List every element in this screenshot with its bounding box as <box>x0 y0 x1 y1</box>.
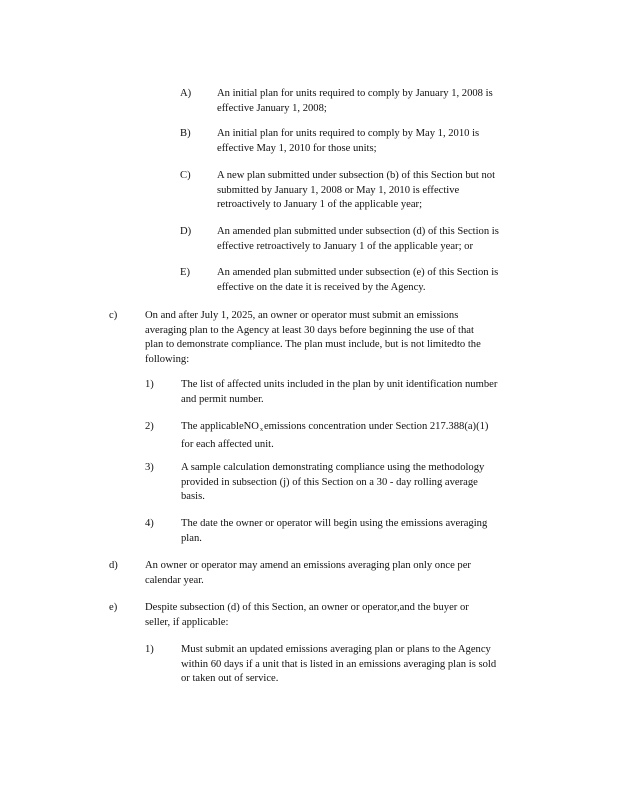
item-text <box>181 420 521 452</box>
item-label: 2) <box>145 421 154 432</box>
item-label: 1) <box>145 379 154 390</box>
item-label: 4) <box>145 518 154 529</box>
subsection-text: On and after July 1, 2025, an owner or operator must submit an emissions averaging plan to the Agency at least 30 days before beginning the use of that plan to demonstrate compliance. The plan must include, but is not limitedto the following: <box>145 310 481 365</box>
item-label: E) <box>180 267 190 278</box>
item-text: A sample calculation demonstrating compliance using the methodology provided in subsection (j) of this Section on a 30 - day rolling average basis. <box>181 462 485 502</box>
item-text-post: emissions concentration under Section 217.388(a)(1) for each affected unit. <box>181 421 489 450</box>
item-text: Must submit an updated emissions averaging plan or plans to the Agency within 60 days if a unit that is listed in an emissions averaging plan is sold or taken out of service. <box>181 644 497 684</box>
item-label: 1) <box>145 644 154 655</box>
item-label: B) <box>180 128 191 139</box>
subsection-label: e) <box>109 602 118 613</box>
item-label: A) <box>180 88 192 99</box>
item-label: C) <box>180 170 191 181</box>
nox-subscript: x <box>259 427 263 433</box>
item-text: An amended plan submitted under subsection (e) of this Section is effective on the date it is received by the Agency. <box>217 267 499 293</box>
subsection-label: c) <box>109 310 118 321</box>
item-text: The date the owner or operator will begin using the emissions averaging plan. <box>181 518 488 544</box>
item-text: An initial plan for units required to comply by May 1, 2010 is effective May 1, 2010 for those units; <box>217 128 480 154</box>
item-text: A new plan submitted under subsection (b) of this Section but not submitted by January 1, 2008 or May 1, 2010 is effective retroactively to January 1 of the applicable year; <box>217 170 496 210</box>
item-label: 3) <box>145 462 154 473</box>
item-text: An initial plan for units required to comply by January 1, 2008 is effective January 1, 2008; <box>217 88 493 114</box>
item-text: The list of affected units included in the plan by unit identification number and permit number. <box>181 379 498 405</box>
item-label: D) <box>180 226 192 237</box>
subsection-label: d) <box>109 560 118 571</box>
subsection-text: An owner or operator may amend an emissions averaging plan only once per calendar year. <box>145 560 471 586</box>
item-text: An amended plan submitted under subsection (d) of this Section is effective retroactively to January 1 of the applicable year; or <box>217 226 499 252</box>
item-text-pre: The applicableNO <box>181 421 259 432</box>
subsection-text: Despite subsection (d) of this Section, an owner or operator,and the buyer or seller, if applicable: <box>145 602 469 628</box>
